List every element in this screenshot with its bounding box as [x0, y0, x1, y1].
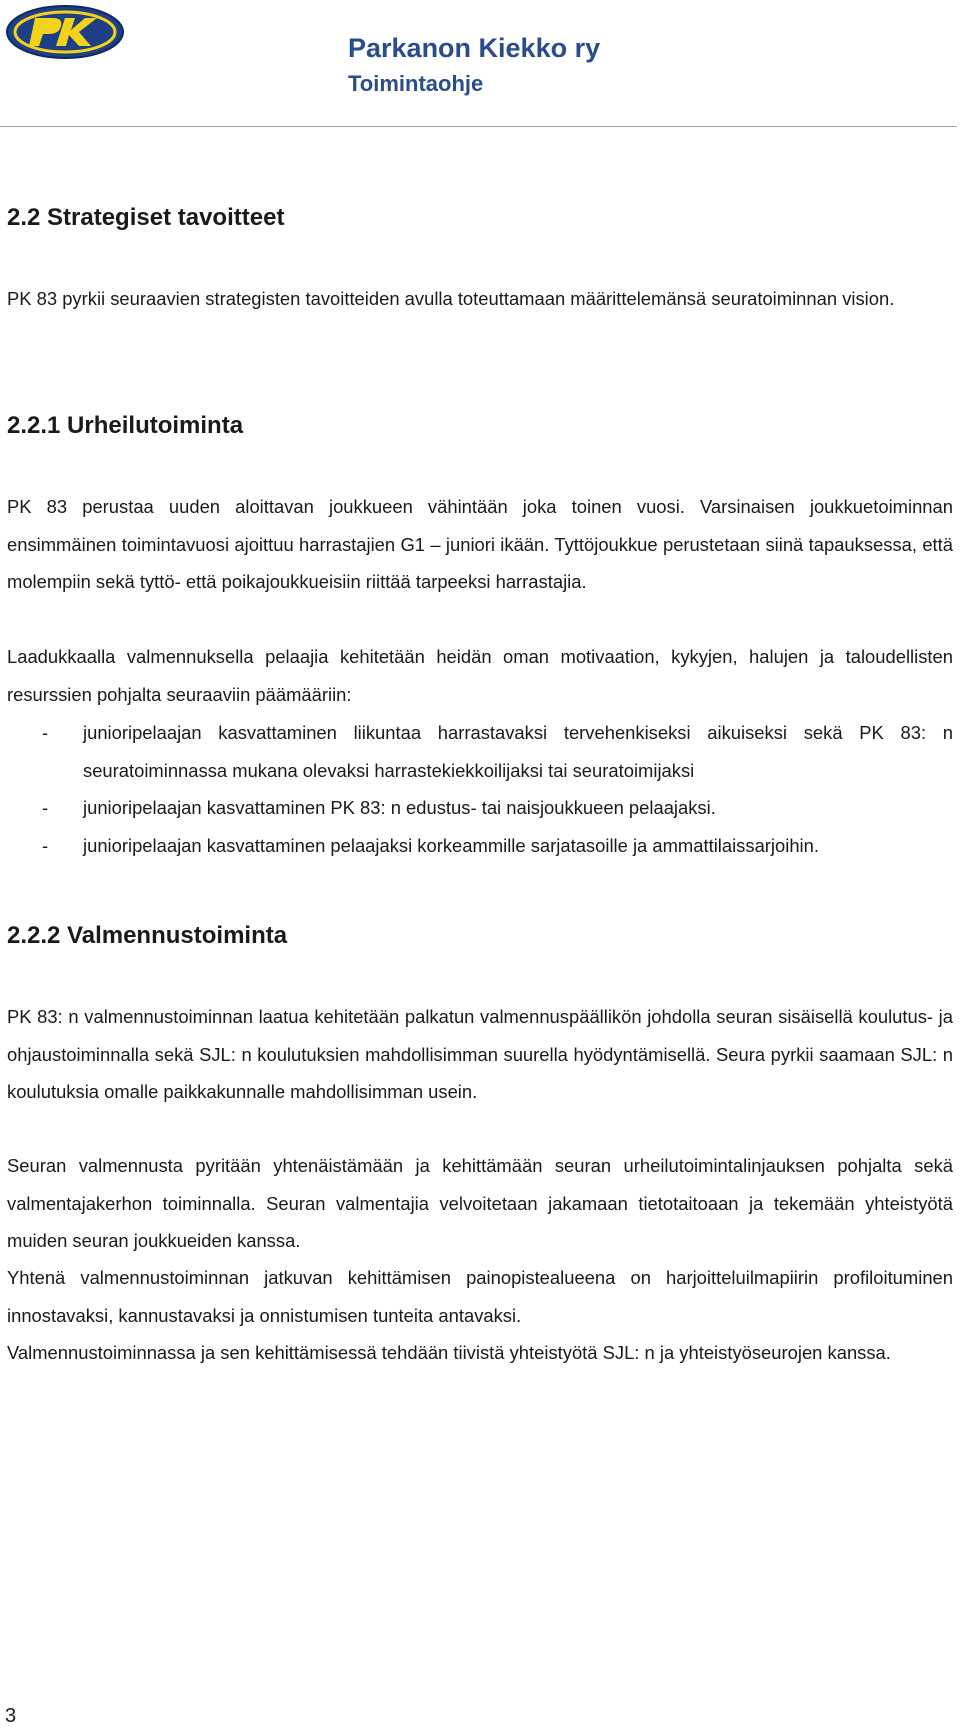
paragraph-cooperation: Valmennustoiminnassa ja sen kehittämisessä tehdään tiivistä yhteistyötä SJL: n ja yhteistyöseurojen kanssa.: [7, 1342, 891, 1363]
page-number: 3: [5, 1705, 17, 1727]
list-item-text: junioripelaajan kasvattaminen pelaajaksi korkeammille sarjatasoille ja ammattilaissarjoihin.: [83, 835, 819, 856]
page-header: [0, 0, 960, 128]
organization-name: Parkanon Kiekko ry: [348, 33, 601, 63]
paragraph-coaching-unification: Seuran valmennusta pyritään yhtenäistämään ja kehittämään seuran urheilutoimintalinjauksen pohjalta sekä valmentajakerhon toiminnalla. Seuran valmentajia velvoitetaan jakamaan tietotaitoaan ja tekemään yhteistyötä muiden seuran joukkueiden kanssa.: [7, 1155, 953, 1252]
document-type: Toimintaohje: [348, 71, 484, 96]
heading-coaching-activities: 2.2.2 Valmennustoiminta: [7, 922, 288, 949]
paragraph-strategic-intro: PK 83 pyrkii seuraavien strategisten tavoitteiden avulla toteuttamaan määrittelemänsä seuratoiminnan vision.: [7, 288, 895, 309]
heading-sports-activities: 2.2.1 Urheilutoiminta: [7, 412, 244, 439]
list-item-text: junioripelaajan kasvattaminen liikuntaa harrastavaksi tervehenkiseksi aikuiseksi sekä PK 83: n seuratoiminnassa mukana olevaksi harrastekiekkoilijaksi tai seuratoimijaksi: [83, 722, 953, 781]
heading-strategic-goals: 2.2 Strategiset tavoitteet: [7, 204, 285, 231]
paragraph-coaching-quality: PK 83: n valmennustoiminnan laatua kehitetään palkatun valmennuspäällikön johdolla seuran sisäisellä koulutus- ja ohjaustoiminnalla sekä SJL: n koulutuksien mahdollisimman suurella hyödyntämisellä. Seura pyrkii saamaan SJL: n koulutuksia omalle paikkakunnalle mahdollisimman usein.: [7, 1006, 953, 1103]
list-bullet: -: [42, 835, 49, 856]
list-item-text: junioripelaajan kasvattaminen PK 83: n edustus- tai naisjoukkueen pelaajaksi.: [83, 797, 716, 818]
paragraph-training-atmosphere: Yhtenä valmennustoiminnan jatkuvan kehittämisen painopistealueena on harjoitteluilmapiirin profiloituminen innostavaksi, kannustavaksi ja onnistumisen tunteita antavaksi.: [7, 1267, 953, 1326]
club-logo: [5, 4, 125, 60]
list-bullet: -: [42, 722, 49, 743]
paragraph-coaching-goals: Laadukkaalla valmennuksella pelaajia kehitetään heidän oman motivaation, kykyjen, halujen ja taloudellisten resurssien pohjalta seuraaviin päämääriin:: [7, 646, 953, 705]
paragraph-team-founding: PK 83 perustaa uuden aloittavan joukkueen vähintään joka toinen vuosi. Varsinaisen joukkuetoiminnan ensimmäinen toimintavuosi ajoittuu harrastajien G1 – juniori ikään. Tyttöjoukkue perustetaan siinä tapauksessa, että molempiin sekä tyttö- että poikajoukkueisiin riittää tarpeeksi harrastajia.: [7, 496, 953, 593]
header-divider: [0, 126, 957, 127]
list-bullet: -: [42, 797, 49, 818]
